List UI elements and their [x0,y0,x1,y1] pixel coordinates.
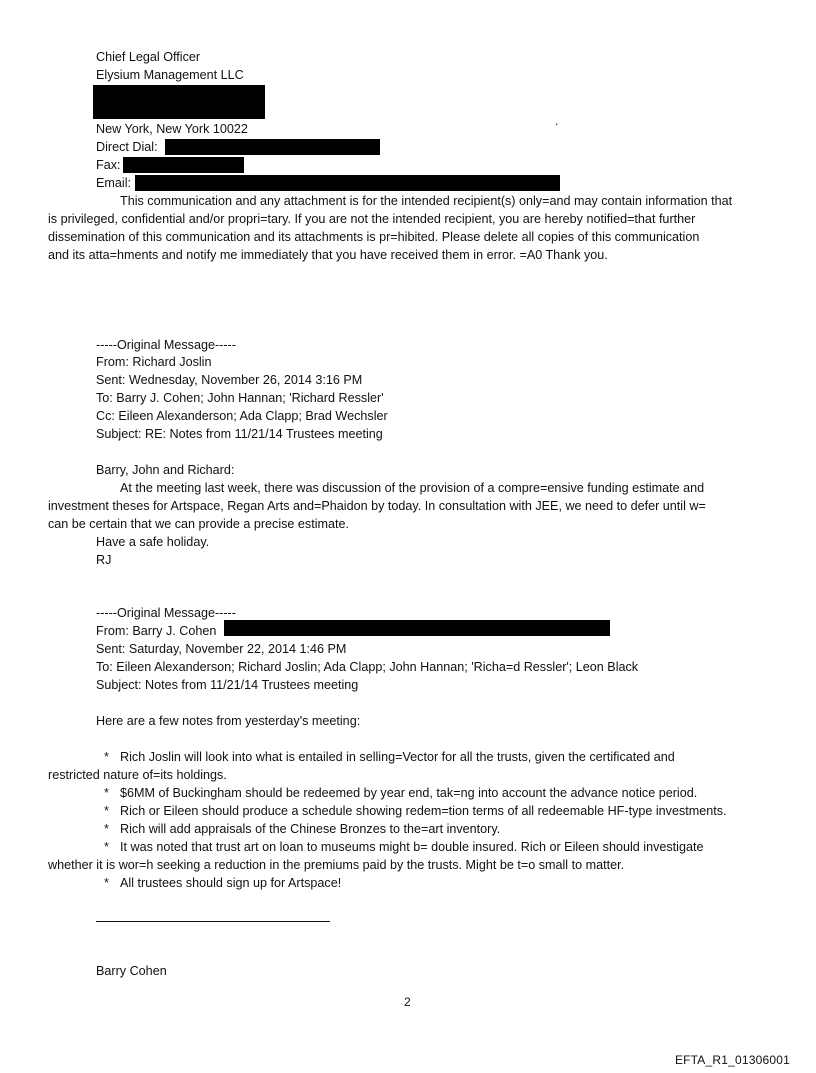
message1-to: To: Barry J. Cohen; John Hannan; 'Richard Ressler' [96,391,384,405]
message2-subject: Subject: Notes from 11/21/14 Trustees meeting [96,678,359,692]
message1-greeting: Barry, John and Richard: [96,463,235,477]
message2-intro: Here are a few notes from yesterday's meeting: [96,714,361,728]
message2-to: To: Eileen Alexanderson; Richard Joslin; Ada Clapp; John Hannan; 'Richa=d Ressler'; Leon Black [96,660,639,674]
disclaimer-line-4: and its atta=hments and notify me immediately that you have received them in error. =A0 Thank you. [48,248,608,262]
bullet-5-line-2: whether it is wor=h seeking a reduction in the premiums paid by the trusts. Might be t=o small to matter. [48,858,625,872]
signature-title: Chief Legal Officer [96,50,201,64]
message1-from: From: Richard Joslin [96,355,212,369]
disclaimer-line-1: This communication and any attachment is for the intended recipient(s) only=and may contain information that [120,194,733,208]
message2-sent: Sent: Saturday, November 22, 2014 1:46 PM [96,642,347,656]
message1-body-line-1: At the meeting last week, there was discussion of the provision of a compre=ensive funding estimate and [120,481,705,495]
document-id: EFTA_R1_01306001 [674,1053,790,1067]
message1-closing: Have a safe holiday. [96,535,210,549]
bullet-5-line-1: It was noted that trust art on loan to museums might b= double insured. Rich or Eileen should investigate [120,840,704,854]
redaction-sender-email [224,620,610,636]
redaction-direct-dial [165,139,380,155]
bullet-6: All trustees should sign up for Artspace! [120,876,342,890]
message1-sent: Sent: Wednesday, November 26, 2014 3:16 PM [96,373,363,387]
message1-body-line-2: investment theses for Artspace, Regan Arts and=Phaidon by today. In consultation with JEE, we need to defer until w= [48,499,706,513]
bullet-1-line-1: Rich Joslin will look into what is entailed in selling=Vector for all the trusts, given the certificated and [120,750,675,764]
direct-dial-label: Direct Dial: [96,140,158,154]
bullet-marker: * [104,750,109,764]
message1-subject: Subject: RE: Notes from 11/21/14 Trustees meeting [96,427,383,441]
disclaimer-line-3: dissemination of this communication and its attachments is pr=hibited. Please delete all copies of this communication [48,230,700,244]
fax-label: Fax: [96,158,121,172]
email-label: Email: [96,176,131,190]
bullet-1-line-2: restricted nature of=its holdings. [48,768,227,782]
bullet-marker: * [104,822,109,836]
signature-rule [96,921,330,922]
message2-from: From: Barry J. Cohen [96,624,217,638]
redaction-email [135,175,560,191]
bullet-2: $6MM of Buckingham should be redeemed by year end, tak=ng into account the advance notice period. [120,786,698,800]
signature-city: New York, New York 10022 [96,122,248,136]
redaction-address [93,85,265,119]
message1-signoff: RJ [96,553,112,567]
page-number: 2 [404,995,411,1009]
message1-separator: -----Original Message----- [96,338,236,352]
bullet-3: Rich or Eileen should produce a schedule showing redem=tion terms of all redeemable HF-type investments. [120,804,727,818]
bullet-marker: * [104,840,109,854]
bullet-marker: * [104,876,109,890]
signature-company: Elysium Management LLC [96,68,244,82]
message1-body-line-3: can be certain that we can provide a precise estimate. [48,517,350,531]
stray-dot: . [555,114,559,128]
bullet-marker: * [104,786,109,800]
message2-separator: -----Original Message----- [96,606,236,620]
redaction-fax [123,157,244,173]
disclaimer-line-2: is privileged, confidential and/or propri=tary. If you are not the intended recipient, you are hereby notified=that further [48,212,696,226]
signature-name: Barry Cohen [96,964,167,978]
bullet-4: Rich will add appraisals of the Chinese Bronzes to the=art inventory. [120,822,501,836]
message1-cc: Cc: Eileen Alexanderson; Ada Clapp; Brad Wechsler [96,409,388,423]
bullet-marker: * [104,804,109,818]
